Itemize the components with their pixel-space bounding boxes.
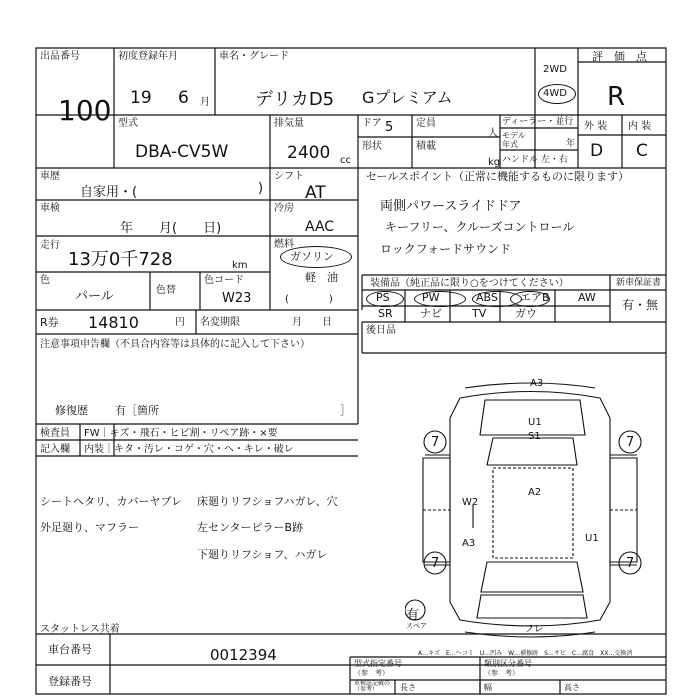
tyre-rl: 7 [431,556,440,571]
remark-6: スタットレス共着 [40,624,120,635]
displacement-label: 排気量 [274,118,304,129]
ac-value: AAC [305,219,335,235]
shape-label: 形状 [362,141,382,152]
mark-u1-top: U1 [528,417,542,428]
damage-legend: A…キズ E…ヘコミ U…凹み W…補修跡 S…サビ C…腐食 XX…交換済 [418,650,633,657]
exterior-label: 外 装 [584,121,608,132]
tyre-fr: 7 [626,435,635,450]
yen-unit: 円 [175,317,185,328]
handle-label: ハンドル 左・右 [502,155,568,165]
tyre-rr: 7 [626,556,635,571]
mileage-value: 13万0千728 [68,249,173,270]
doors-value: 5 [385,120,394,135]
warranty-label: 新車保証書 [616,278,662,288]
equip-airbag: エアB [520,291,550,304]
sales-label: セールスポイント（正常に機能するものに限ります） [366,170,630,183]
equipment-label: 装備品（純正品に限り○をつけてください） [370,278,569,289]
inspector-row1-items: FW｜キズ・飛石・ヒビ割・リペア跡・×要 [84,428,278,439]
door-label: ドア [362,118,382,129]
inspection-label: 車検 [40,203,60,214]
equip-ps: PS [376,291,390,304]
model-label: 型式 [118,118,138,129]
remark-2: 外足廻り、マフラー [40,521,139,534]
color-value: パール [75,289,114,304]
mileage-label: 走行 [40,240,60,251]
year-suffix: 年 [566,139,576,149]
model-code: DBA-CV5W [135,142,229,162]
remark-3: 床廻りリフショフハガレ、穴 [197,495,338,508]
reg-length-label: 車検証記載の （参考） [354,680,391,693]
inspector-row2-items: 内装｜キタ・汚レ・コゲ・穴・ヘ・キレ・破レ [84,444,294,455]
registration-label: 登録番号 [48,675,92,688]
color-label: 色 [40,275,50,286]
recycle-label: R券 [40,316,59,329]
model-year-label: モデル 年式 [502,131,526,149]
interior-grade: C [636,141,648,161]
spare-label: スペア [406,622,427,630]
displacement-value: 2400 [287,143,331,163]
lot-number: 100 [58,94,112,127]
warranty-value: 有・無 [622,298,659,312]
score-label: 評 価 点 [592,50,647,63]
capacity-label: 定員 [416,118,436,129]
shift-label: シフト [274,171,304,182]
length-label: 長さ [400,683,416,692]
mark-a2: A2 [528,487,542,498]
ac-label: 冷房 [274,203,294,214]
aftermarket-label: 後日品 [366,325,396,336]
name-change-label: 名変期限 [200,317,240,328]
remark-1: シートヘタリ、カバーヤブレ [40,495,183,508]
chassis-value: 0012394 [210,646,277,664]
drive-4wd: 4WD [543,88,567,99]
color-code-value: W23 [222,291,252,306]
mark-a3-side: A3 [462,538,476,549]
lot-label: 出品番号 [40,51,80,62]
shift-value: AT [305,183,326,203]
class-label: 類別区分番号 [484,659,532,668]
mark-a3-top: A3 [530,378,544,389]
remark-5: 下廻りリフショフ、ハガレ [197,548,328,561]
notes-label: 注意事項申告欄（不具合内容等は具体的に記入して下さい） [40,339,310,350]
equip-pw: PW [422,291,440,304]
exterior-grade: D [590,141,604,161]
repair-bracket-close: ］ [340,404,351,417]
mark-w2: W2 [462,497,479,508]
height-label: 高さ [564,683,580,692]
repair-value: 有［箇所 [115,404,159,417]
mark-u1-side: U1 [585,533,599,544]
repair-label: 修復歴 [55,404,88,417]
chassis-label: 車台番号 [48,643,92,656]
type-ref: （参 考） [354,669,389,677]
inspector-row1-label: 検査員 [40,428,70,439]
person-unit: 人 [488,128,498,139]
sales-line-2: キーフリー、クルーズコントロール [385,220,575,234]
remark-4: 左センターピラーB跡 [197,521,304,534]
class-ref: （参 考） [484,669,519,677]
first-reg-month: 6 [178,88,189,108]
paren-pair: ( ) [285,294,333,305]
history-close: ) [258,181,264,196]
first-reg-year: 19 [130,88,152,108]
inspector-row2-label: 記入欄 [40,444,70,455]
fuel-light: 軽 油 [305,271,338,284]
car-name: デリカD5 [255,89,335,110]
fuel-value: ガソリン [290,250,334,263]
sales-line-3: ロックフォードサウンド [380,242,512,256]
km-unit: km [232,260,248,271]
width-label: 幅 [484,683,492,692]
history-label: 車歴 [40,171,60,182]
mark-fure: フレ [524,624,544,635]
recycle-amount: 14810 [88,313,139,332]
equip-aw: AW [578,291,596,304]
history-value: 自家用・( [80,185,138,200]
car-name-label: 車名・グレード [219,51,289,62]
equip-sr: SR [378,307,393,320]
load-label: 積載 [416,141,436,152]
equip-gau: ガウ [515,307,537,320]
dealer-label: ディーラー・並行 [502,117,574,127]
tyre-fl: 7 [431,435,440,450]
drive-2wd: 2WD [543,64,567,75]
fuel-label: 燃料 [274,239,294,250]
mark-s1-top: S1 [528,431,541,442]
spare-mark: 有 [406,608,420,623]
color-change-label: 色替 [156,285,176,296]
month-suffix: 月 [200,97,210,108]
equip-navi: ナビ [420,307,442,320]
sales-line-1: 両側パワースライドドア [380,199,522,214]
inspection-value: 年 月( 日) [120,221,222,236]
equip-abs: ABS [476,291,498,304]
equip-tv: TV [472,307,487,320]
grade: Gプレミアム [362,88,453,107]
color-code-label: 色コード [204,275,244,286]
kg-unit: kg [488,157,501,168]
first-reg-label: 初度登録年月 [118,51,178,62]
score-value: R [607,82,626,112]
type-label: 型式指定番号 [354,659,402,668]
name-change-date: 月 日 [292,317,332,328]
cc-unit: cc [340,155,351,166]
interior-label: 内 装 [628,121,652,132]
